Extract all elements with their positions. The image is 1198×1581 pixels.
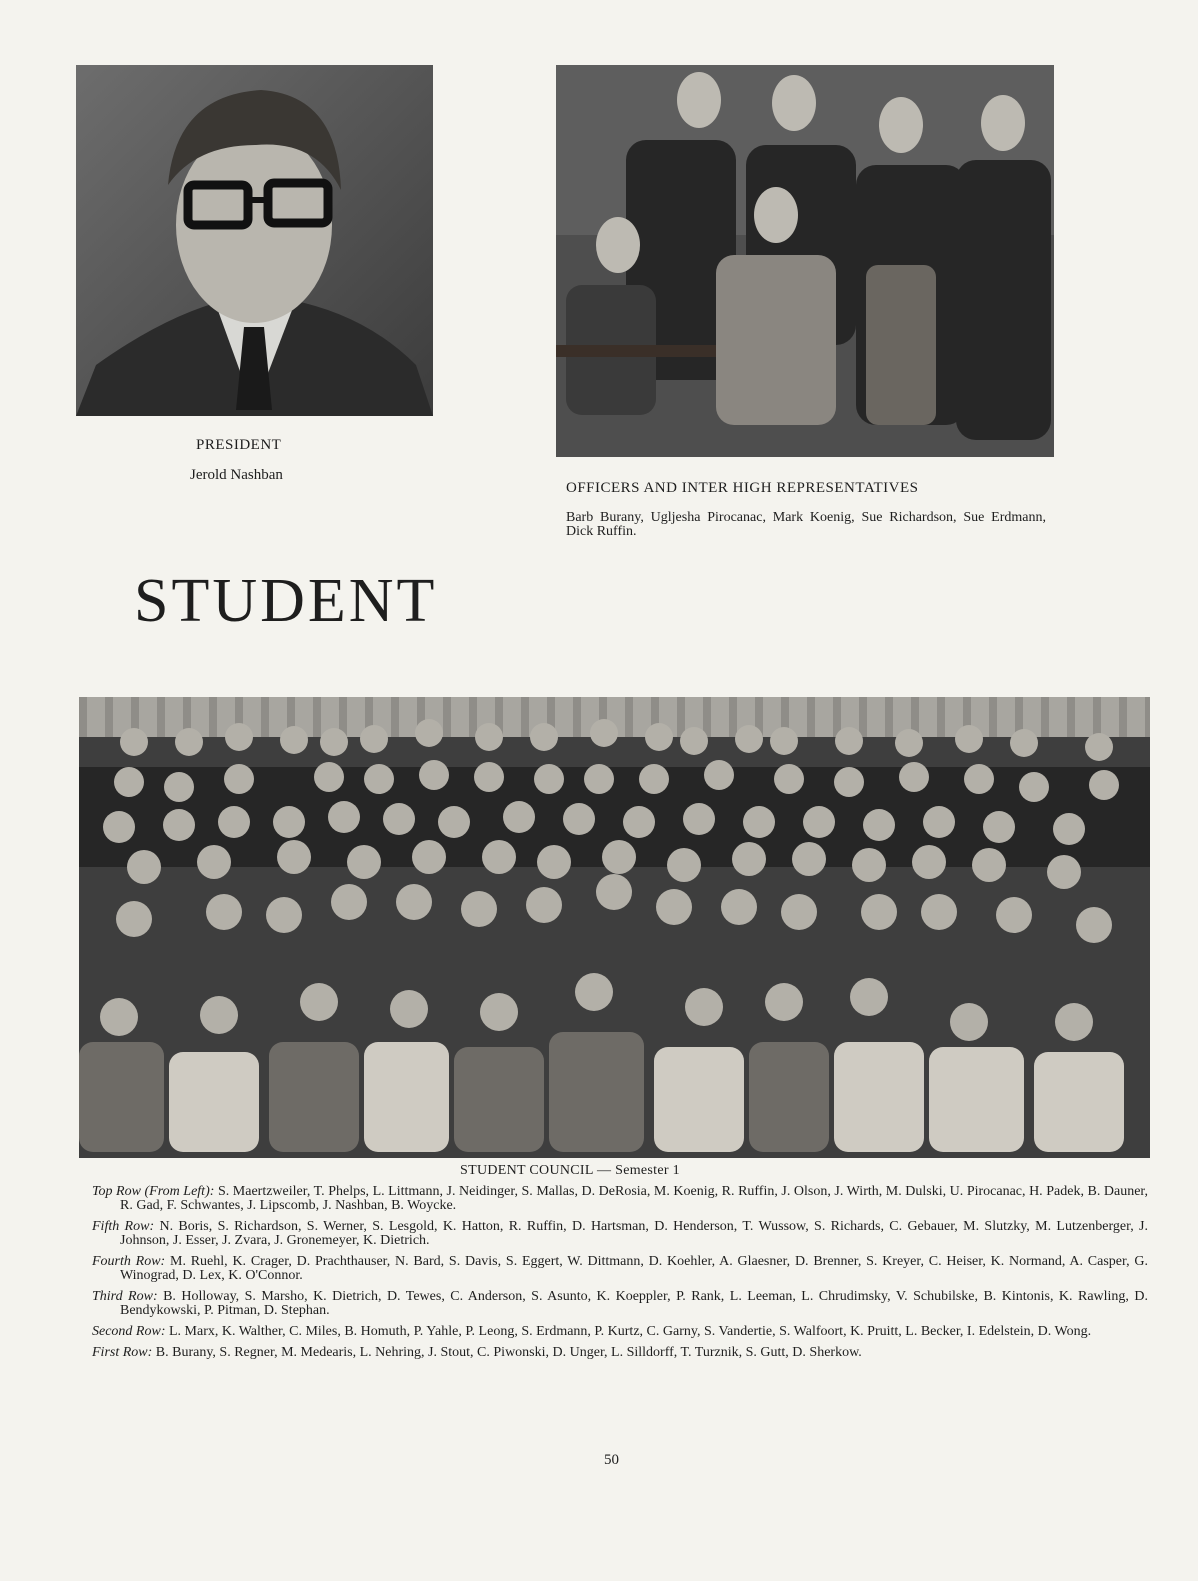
council-caption-title: STUDENT COUNCIL — Semester 1 — [460, 1163, 680, 1178]
president-portrait-photo — [76, 65, 433, 416]
row-label: First Row: — [92, 1345, 153, 1360]
row-label: Second Row: — [92, 1324, 166, 1339]
row-names: B. Holloway, S. Marsho, K. Dietrich, D. Tewes, C. Anderson, S. Asunto, K. Koeppler, P. Rank, L. Leeman, L. Chrudimsky, V. Schubilske, B. Kintonis, K. Rawling, D. Bendykowski, P. Pitman, D. Stephan. — [120, 1289, 1148, 1318]
row-names: M. Ruehl, K. Crager, D. Prachthauser, N. Bard, S. Davis, S. Eggert, W. Dittmann, D. Koehler, A. Glaesner, D. Brenner, S. Kreyer, C. Heiser, K. Normand, A. Casper, G. Winograd, D. Lex, K. O'Connor. — [120, 1254, 1148, 1283]
row-names: B. Burany, S. Regner, M. Medearis, L. Nehring, J. Stout, C. Piwonski, D. Unger, L. Silldorff, T. Turznik, S. Gutt, D. Sherkow. — [155, 1345, 862, 1360]
council-image — [79, 697, 1150, 1158]
officers-caption-title: OFFICERS AND INTER HIGH REPRESENTATIVES — [566, 480, 919, 496]
portrait-image — [76, 65, 433, 416]
row-label: Fifth Row: — [92, 1219, 155, 1234]
president-caption-title: PRESIDENT — [196, 437, 282, 453]
officers-image — [556, 65, 1054, 457]
page-number: 50 — [604, 1452, 619, 1468]
council-row-second — [92, 1325, 1148, 1339]
row-label: Fourth Row: — [92, 1254, 166, 1269]
section-heading: STUDENT — [134, 567, 438, 635]
row-names: N. Boris, S. Richardson, S. Werner, S. Lesgold, K. Hatton, R. Ruffin, D. Hartsman, D. Henderson, T. Wussow, S. Richards, C. Gebauer, M. Slutzky, M. Lutzenberger, J. Johnson, J. Esser, J. Zvara, J. Gronemeyer, K. Dietrich. — [120, 1219, 1148, 1248]
officers-group-photo — [556, 65, 1054, 457]
council-row-fourth — [92, 1255, 1148, 1283]
council-name-rows — [92, 1185, 1148, 1367]
council-row-third — [92, 1290, 1148, 1318]
row-names: S. Maertzweiler, T. Phelps, L. Littmann, J. Neidinger, S. Mallas, D. DeRosia, M. Koenig, R. Ruffin, J. Olson, J. Wirth, M. Dulski, U. Pirocanac, H. Padek, B. Dauner, R. Gad, F. Schwantes, J. Lipscomb, J. Nashban, B. Woycke. — [120, 1184, 1149, 1213]
council-row-first — [92, 1346, 1148, 1360]
council-row-fifth — [92, 1220, 1148, 1248]
officers-caption-names: Barb Burany, Ugljesha Pirocanac, Mark Koenig, Sue Richardson, Sue Erdmann, Dick Ruffin. — [566, 510, 1046, 539]
row-label: Top Row (From Left): — [92, 1184, 215, 1199]
student-council-group-photo — [79, 697, 1150, 1158]
row-label: Third Row: — [92, 1289, 158, 1304]
row-names: L. Marx, K. Walther, C. Miles, B. Homuth, P. Yahle, P. Leong, S. Erdmann, P. Kurtz, C. Garny, S. Vandertie, S. Walfoort, K. Pruitt, L. Becker, I. Edelstein, D. Wong. — [168, 1324, 1092, 1339]
president-caption-name: Jerold Nashban — [190, 467, 283, 483]
council-row-top — [92, 1185, 1148, 1213]
